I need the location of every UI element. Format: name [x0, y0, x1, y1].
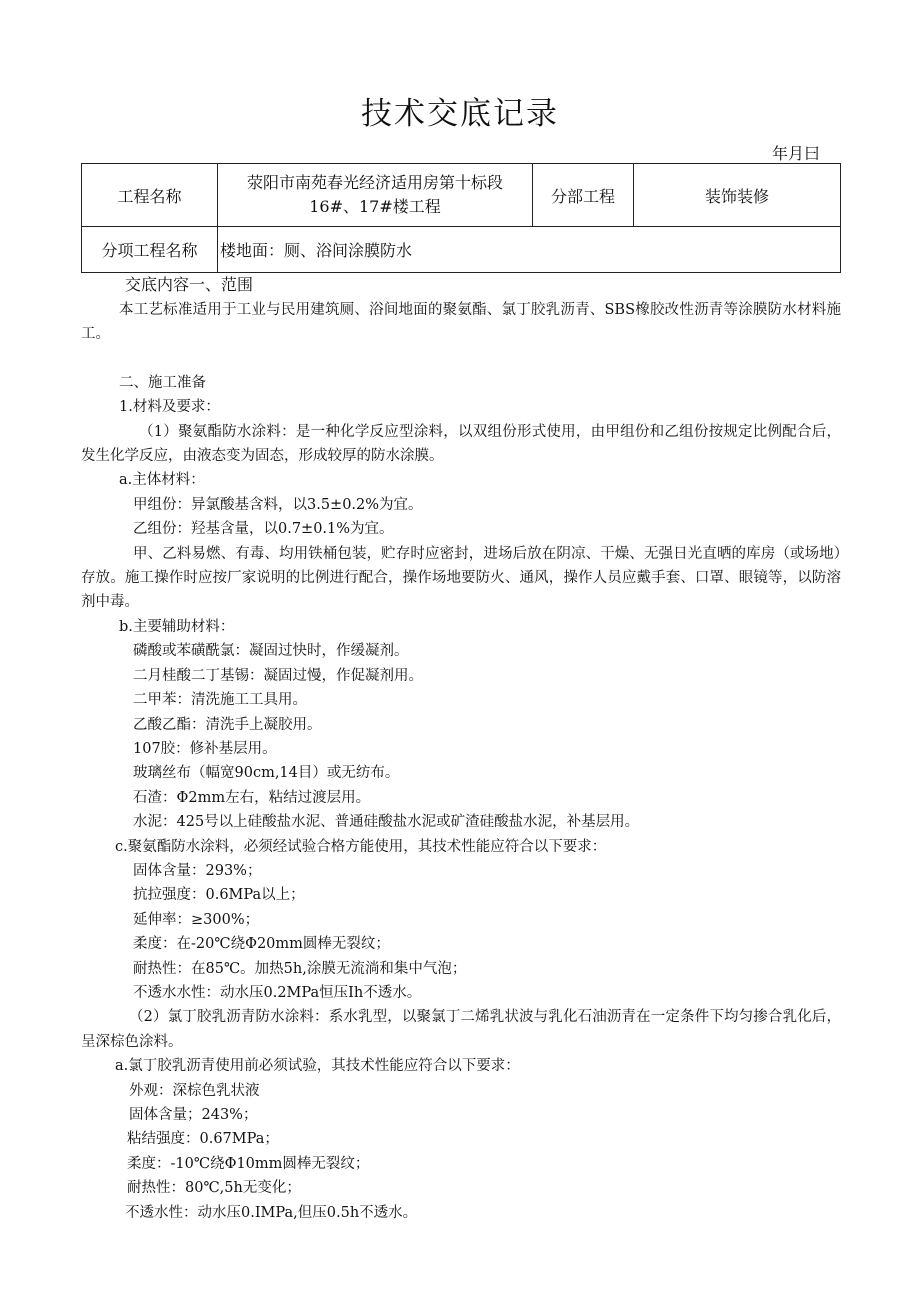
date-label: 年月曰	[771, 144, 820, 163]
subsection-materials: 1.材料及要求：	[119, 399, 220, 416]
aux-item: 二月桂酸二丁基锡：凝固过慢，作促凝剂用。	[133, 667, 423, 684]
project-value-line1: 荥阳市南苑春光经济适用房第十标段	[246, 173, 503, 192]
pu-spec-item: 柔度：在-20℃绕Φ20mm圆棒无裂纹；	[133, 936, 390, 953]
chloroprene-spec-item: 固体含量；243%；	[129, 1107, 258, 1123]
pu-requirements-heading: c.聚氨酯防水涂料，必须经试验合格方能使用，其技术性能应符合以下要求：	[115, 838, 607, 855]
header-row-subitem	[82, 227, 841, 273]
project-value	[218, 164, 533, 227]
aux-item: 107胶：修补基层用。	[133, 740, 277, 757]
main-materials-heading: a.主体材料：	[119, 472, 205, 489]
subitem-label: 分项工程名称	[82, 227, 218, 273]
storage-paragraph: 甲、乙料易燃、有毒、均用铁桶包装，贮存时应密封，进场后放在阴凉、干燥、无强日光直晒的库房（或场地）存放。施工操作时应按厂家说明的比例进行配合，操作场地要防火、通风，操作人员应戴手套、口罩、眼镜等，以防溶剂中毒。	[81, 545, 841, 611]
pu-spec-item: 耐热性：在85℃。加热5h,涂膜无流淌和集中气泡；	[133, 960, 467, 977]
chloroprene-spec-item: 粘结强度：0.67MPa；	[127, 1131, 279, 1148]
project-value-line2: 16#、17#楼工程	[309, 197, 441, 216]
header-row-project	[82, 164, 841, 227]
chloroprene-coating-intro: （2）氯丁胶乳沥青防水涂料：系水乳型，以聚氯丁二烯乳状波与乳化石油沥青在一定条件下均匀掺合乳化后，呈深棕色涂料。	[81, 1009, 841, 1050]
pu-spec-item: 抗拉强度：0.6MPa以上；	[133, 887, 305, 904]
division-label: 分部工程	[533, 164, 634, 227]
content-heading: 交底内容一、范围	[125, 275, 254, 294]
aux-item: 磷酸或苯磺酰氯：凝固过快时，作缓凝剂。	[133, 643, 409, 660]
division-value: 装饰装修	[634, 164, 841, 227]
pu-spec-item: 不透水水性：动水压0.2MPa恒压Ih不透水。	[133, 984, 422, 1001]
section-heading-preparation: 二、施工准备	[119, 374, 206, 391]
component-b: 乙组份：羟基含量，以0.7±0.1%为宜。	[133, 521, 394, 538]
scope-paragraph: 本工艺标准适用于工业与民用建筑厕、浴间地面的聚氨酯、氯丁胶乳沥青、SBS橡胶改性沥青等涂膜防水材料施工。	[81, 302, 841, 343]
header-table	[81, 163, 841, 273]
chloroprene-spec-item: 耐热性：80℃,5h无变化；	[127, 1180, 301, 1197]
aux-item: 二甲苯：清洗施工工具用。	[133, 692, 307, 709]
chloroprene-spec-item: 不透水性：动水压0.IMPa,但压0.5h不透水。	[125, 1204, 418, 1221]
page-title: 技术交底记录	[361, 96, 559, 132]
aux-materials-heading: b.主要辅助材料：	[119, 618, 235, 635]
aux-item: 乙酸乙酯：清洗手上凝胶用。	[133, 716, 322, 733]
spacer	[81, 347, 841, 371]
pu-spec-item: 固体含量：293%；	[133, 862, 262, 879]
chloroprene-requirements-heading: a.氯丁胶乳沥青使用前必须试验，其技术性能应符合以下要求：	[115, 1058, 520, 1075]
chloroprene-spec-item: 柔度：-10℃绕Φ10mm圆棒无裂纹；	[127, 1155, 370, 1172]
aux-item: 水泥：425号以上硅酸盐水泥、普通硅酸盐水泥或矿渣硅酸盐水泥，补基层用。	[133, 814, 640, 831]
aux-item: 玻璃丝布（幅宽90cm,14目）或无纺布。	[133, 765, 400, 782]
subitem-value: 楼地面：厕、浴间涂膜防水	[218, 227, 841, 273]
component-a: 甲组份：异氯酸基含料，以3.5±0.2%为宜。	[133, 496, 423, 513]
pu-spec-item: 延伸率：≥300%；	[133, 911, 260, 928]
pu-coating-intro: （1）聚氨酯防水涂料：是一种化学反应型涂料，以双组份形式使用，由甲组份和乙组份按规定比例配合后，发生化学反应，由液态变为固态，形成较厚的防水涂膜。	[81, 423, 841, 465]
project-label: 工程名称	[82, 164, 218, 227]
briefing-content	[81, 272, 841, 1225]
chloroprene-spec-item: 外观：深棕色乳状液	[129, 1082, 260, 1099]
aux-item: 石渣：Φ2mm左右，粘结过渡层用。	[133, 789, 371, 806]
